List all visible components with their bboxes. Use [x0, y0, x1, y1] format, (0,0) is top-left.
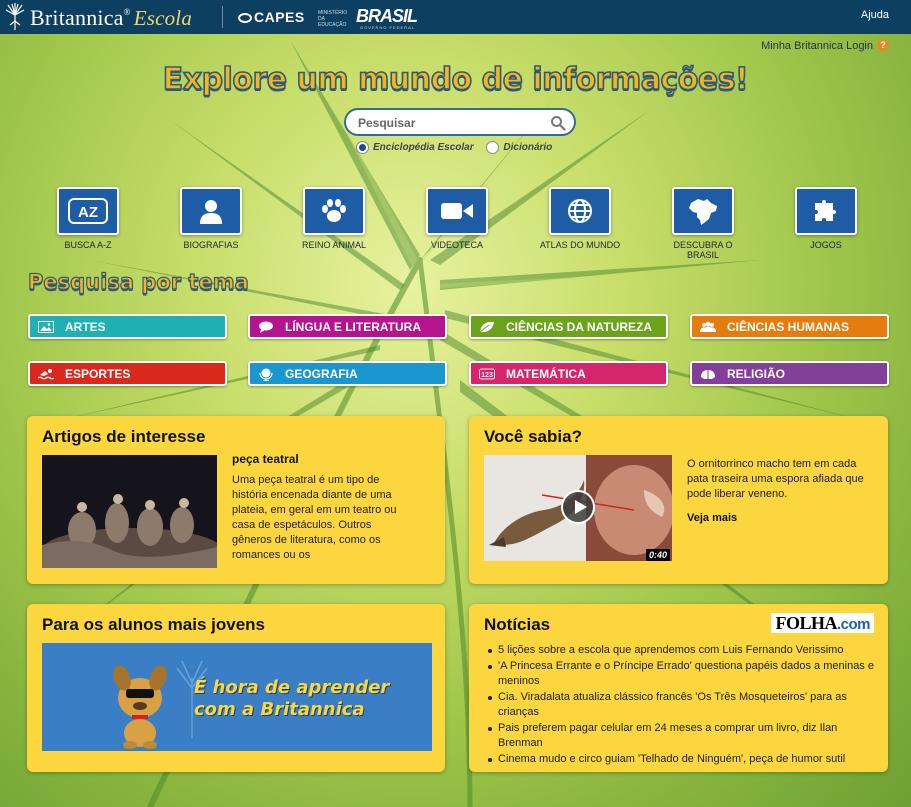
news-item[interactable]: Cinema mudo e circo guiam 'Telhado de Ninguém', peça de humor sutil: [486, 752, 876, 767]
tool-biografias[interactable]: [166, 187, 256, 250]
theme-label: ARTES: [65, 319, 106, 334]
theme-ciencias-humanas[interactable]: [690, 314, 889, 339]
britannica-escola-logo[interactable]: [30, 5, 192, 31]
help-link[interactable]: Ajuda: [860, 9, 889, 21]
brasil-logo: BRASIL: [356, 6, 417, 26]
search-icon[interactable]: [550, 115, 566, 131]
theme-lingua-literatura[interactable]: [248, 314, 447, 339]
news-list: [486, 643, 876, 768]
fact-text: O ornitorrinco macho tem em cada pata traseira uma espora afiada que pode liberar veneno.: [687, 458, 864, 500]
video-duration: 0:40: [646, 549, 670, 561]
capes-eye-icon: [238, 13, 252, 23]
tool-label: REINO ANIMAL: [301, 240, 366, 250]
globe-stand-icon: [258, 368, 274, 380]
theme-label: CIÊNCIAS HUMANAS: [727, 319, 850, 334]
theme-label: CIÊNCIAS DA NATUREZA: [506, 319, 652, 334]
tool-busca-az[interactable]: [43, 187, 133, 250]
article-headline[interactable]: peça teatral: [232, 452, 299, 466]
az-glyph: AZ: [78, 204, 98, 221]
tool-button[interactable]: [426, 187, 488, 235]
kids-banner-text: [194, 677, 389, 721]
header-divider: [222, 6, 223, 28]
theme-esportes[interactable]: [28, 361, 227, 386]
tool-button[interactable]: [549, 187, 611, 235]
tool-button[interactable]: [57, 187, 119, 235]
theater-play-image[interactable]: [42, 455, 217, 568]
platypus-video[interactable]: [484, 455, 672, 561]
themes-title: Pesquisa por tema: [28, 270, 249, 294]
play-button[interactable]: [561, 490, 595, 524]
search-input[interactable]: [358, 115, 538, 131]
puzzle-icon: [812, 197, 840, 225]
young-students-panel: [27, 604, 445, 772]
brand-sub: Escola: [133, 6, 193, 30]
video-camera-icon: [441, 201, 473, 221]
picture-icon: [38, 321, 54, 333]
login-link[interactable]: Minha Britannica Login: [761, 40, 873, 52]
panel-title: Para os alunos mais jovens: [42, 615, 265, 634]
kids-site-banner[interactable]: [42, 643, 432, 751]
person-icon: [199, 198, 223, 224]
radio-label: Dicionário: [503, 142, 553, 154]
radio-button[interactable]: [486, 141, 499, 154]
paw-icon: [320, 198, 348, 224]
theme-matematica[interactable]: [469, 361, 668, 386]
help-question-icon[interactable]: ?: [877, 39, 889, 51]
radio-option-enciclopedia[interactable]: [356, 141, 474, 154]
tool-button[interactable]: [180, 187, 242, 235]
brazil-map-icon: [687, 196, 719, 226]
article-excerpt: Uma peça teatral é um tipo de história encenada diante de uma plateia, em geral em um teatro ou casa de espetáculos. Outros gêneros de literatura, como os romances ou os: [232, 474, 397, 561]
numbers-icon: [479, 368, 495, 380]
leaf-icon: [479, 321, 495, 333]
swimmer-icon: [38, 368, 54, 380]
see-more-link[interactable]: Veja mais: [687, 512, 738, 524]
tool-button[interactable]: [795, 187, 857, 235]
tool-button[interactable]: [303, 187, 365, 235]
tool-label: ATLAS DO MUNDO: [539, 240, 621, 250]
britannica-thistle-icon: [4, 3, 26, 31]
search-scope-options: [356, 141, 562, 157]
globe-icon: [567, 198, 593, 224]
news-item[interactable]: 'A Princesa Errante e o Príncipe Errado' questiona papéis dados a meninas e meninos: [486, 659, 876, 689]
brasil-logo-sub: GOVERNO FEDERAL: [360, 25, 416, 30]
capes-logo: [238, 9, 305, 25]
kids-banner-line-1: É hora de aprender: [194, 677, 390, 698]
theme-label: RELIGIÃO: [727, 366, 786, 381]
news-item[interactable]: Pais preferem pagar celular em 24 meses a comprar um livro, diz Ilan Brenman: [486, 721, 876, 751]
tool-descubra-brasil[interactable]: [658, 187, 748, 260]
theme-artes[interactable]: [28, 314, 227, 339]
radio-option-dicionario[interactable]: [486, 141, 552, 154]
theme-geografia[interactable]: [248, 361, 447, 386]
panel-title: Notícias: [484, 615, 551, 634]
panel-title: Você sabia?: [484, 427, 582, 446]
theme-label: MATEMÁTICA: [506, 366, 586, 381]
folha-logo[interactable]: [771, 613, 874, 633]
mec-logo: MINISTÉRIO DA EDUCAÇÃO: [318, 10, 348, 28]
news-panel: [469, 604, 888, 772]
folha-com-suffix: .com: [836, 616, 870, 633]
speech-bubble-icon: [258, 321, 274, 333]
kids-banner-line-2: com a Britannica: [194, 699, 365, 720]
top-bar: [0, 0, 911, 34]
news-item[interactable]: Cia. Viradalata atualiza clássico francês 'Os Três Mosqueteiros' para as crianças: [486, 690, 876, 720]
hero-title: Explore um mundo de informações!: [162, 62, 749, 97]
panel-title: Artigos de interesse: [42, 427, 206, 446]
tool-label: BIOGRAFIAS: [183, 240, 239, 250]
tool-label: DESCUBRA O BRASIL: [673, 240, 733, 260]
radio-label: Enciclopédia Escolar: [373, 142, 474, 154]
people-icon: [700, 321, 716, 333]
did-you-know-panel: [469, 416, 888, 584]
hands-icon: [700, 368, 716, 380]
folha-wordmark: FOLHA: [775, 613, 837, 633]
az-icon: [68, 197, 108, 225]
registered-mark: ®: [123, 7, 131, 17]
tool-atlas[interactable]: [535, 187, 625, 250]
tool-button[interactable]: [672, 187, 734, 235]
theme-ciencias-natureza[interactable]: [469, 314, 668, 339]
theme-label: LÍNGUA E LITERATURA: [285, 319, 421, 334]
radio-button[interactable]: [356, 141, 369, 154]
featured-articles-panel: [27, 416, 445, 584]
news-item[interactable]: 5 lições sobre a escola que aprendemos com Luis Fernando Verissimo: [486, 643, 876, 658]
theme-label: GEOGRAFIA: [285, 366, 358, 381]
theme-label: ESPORTES: [65, 366, 131, 381]
theme-religiao[interactable]: [690, 361, 889, 386]
tool-jogos[interactable]: [781, 187, 871, 250]
tool-label: VIDEOTECA: [430, 240, 483, 250]
capes-name: CAPES: [254, 9, 305, 25]
brand-name: Britannica: [30, 5, 124, 30]
tool-reino-animal[interactable]: [289, 187, 379, 250]
search-box: [344, 108, 576, 136]
tool-label: BUSCA A-Z: [64, 240, 112, 250]
tool-videoteca[interactable]: [412, 187, 502, 250]
numbers-glyph: 123: [481, 370, 493, 379]
tool-label: JOGOS: [810, 240, 842, 250]
